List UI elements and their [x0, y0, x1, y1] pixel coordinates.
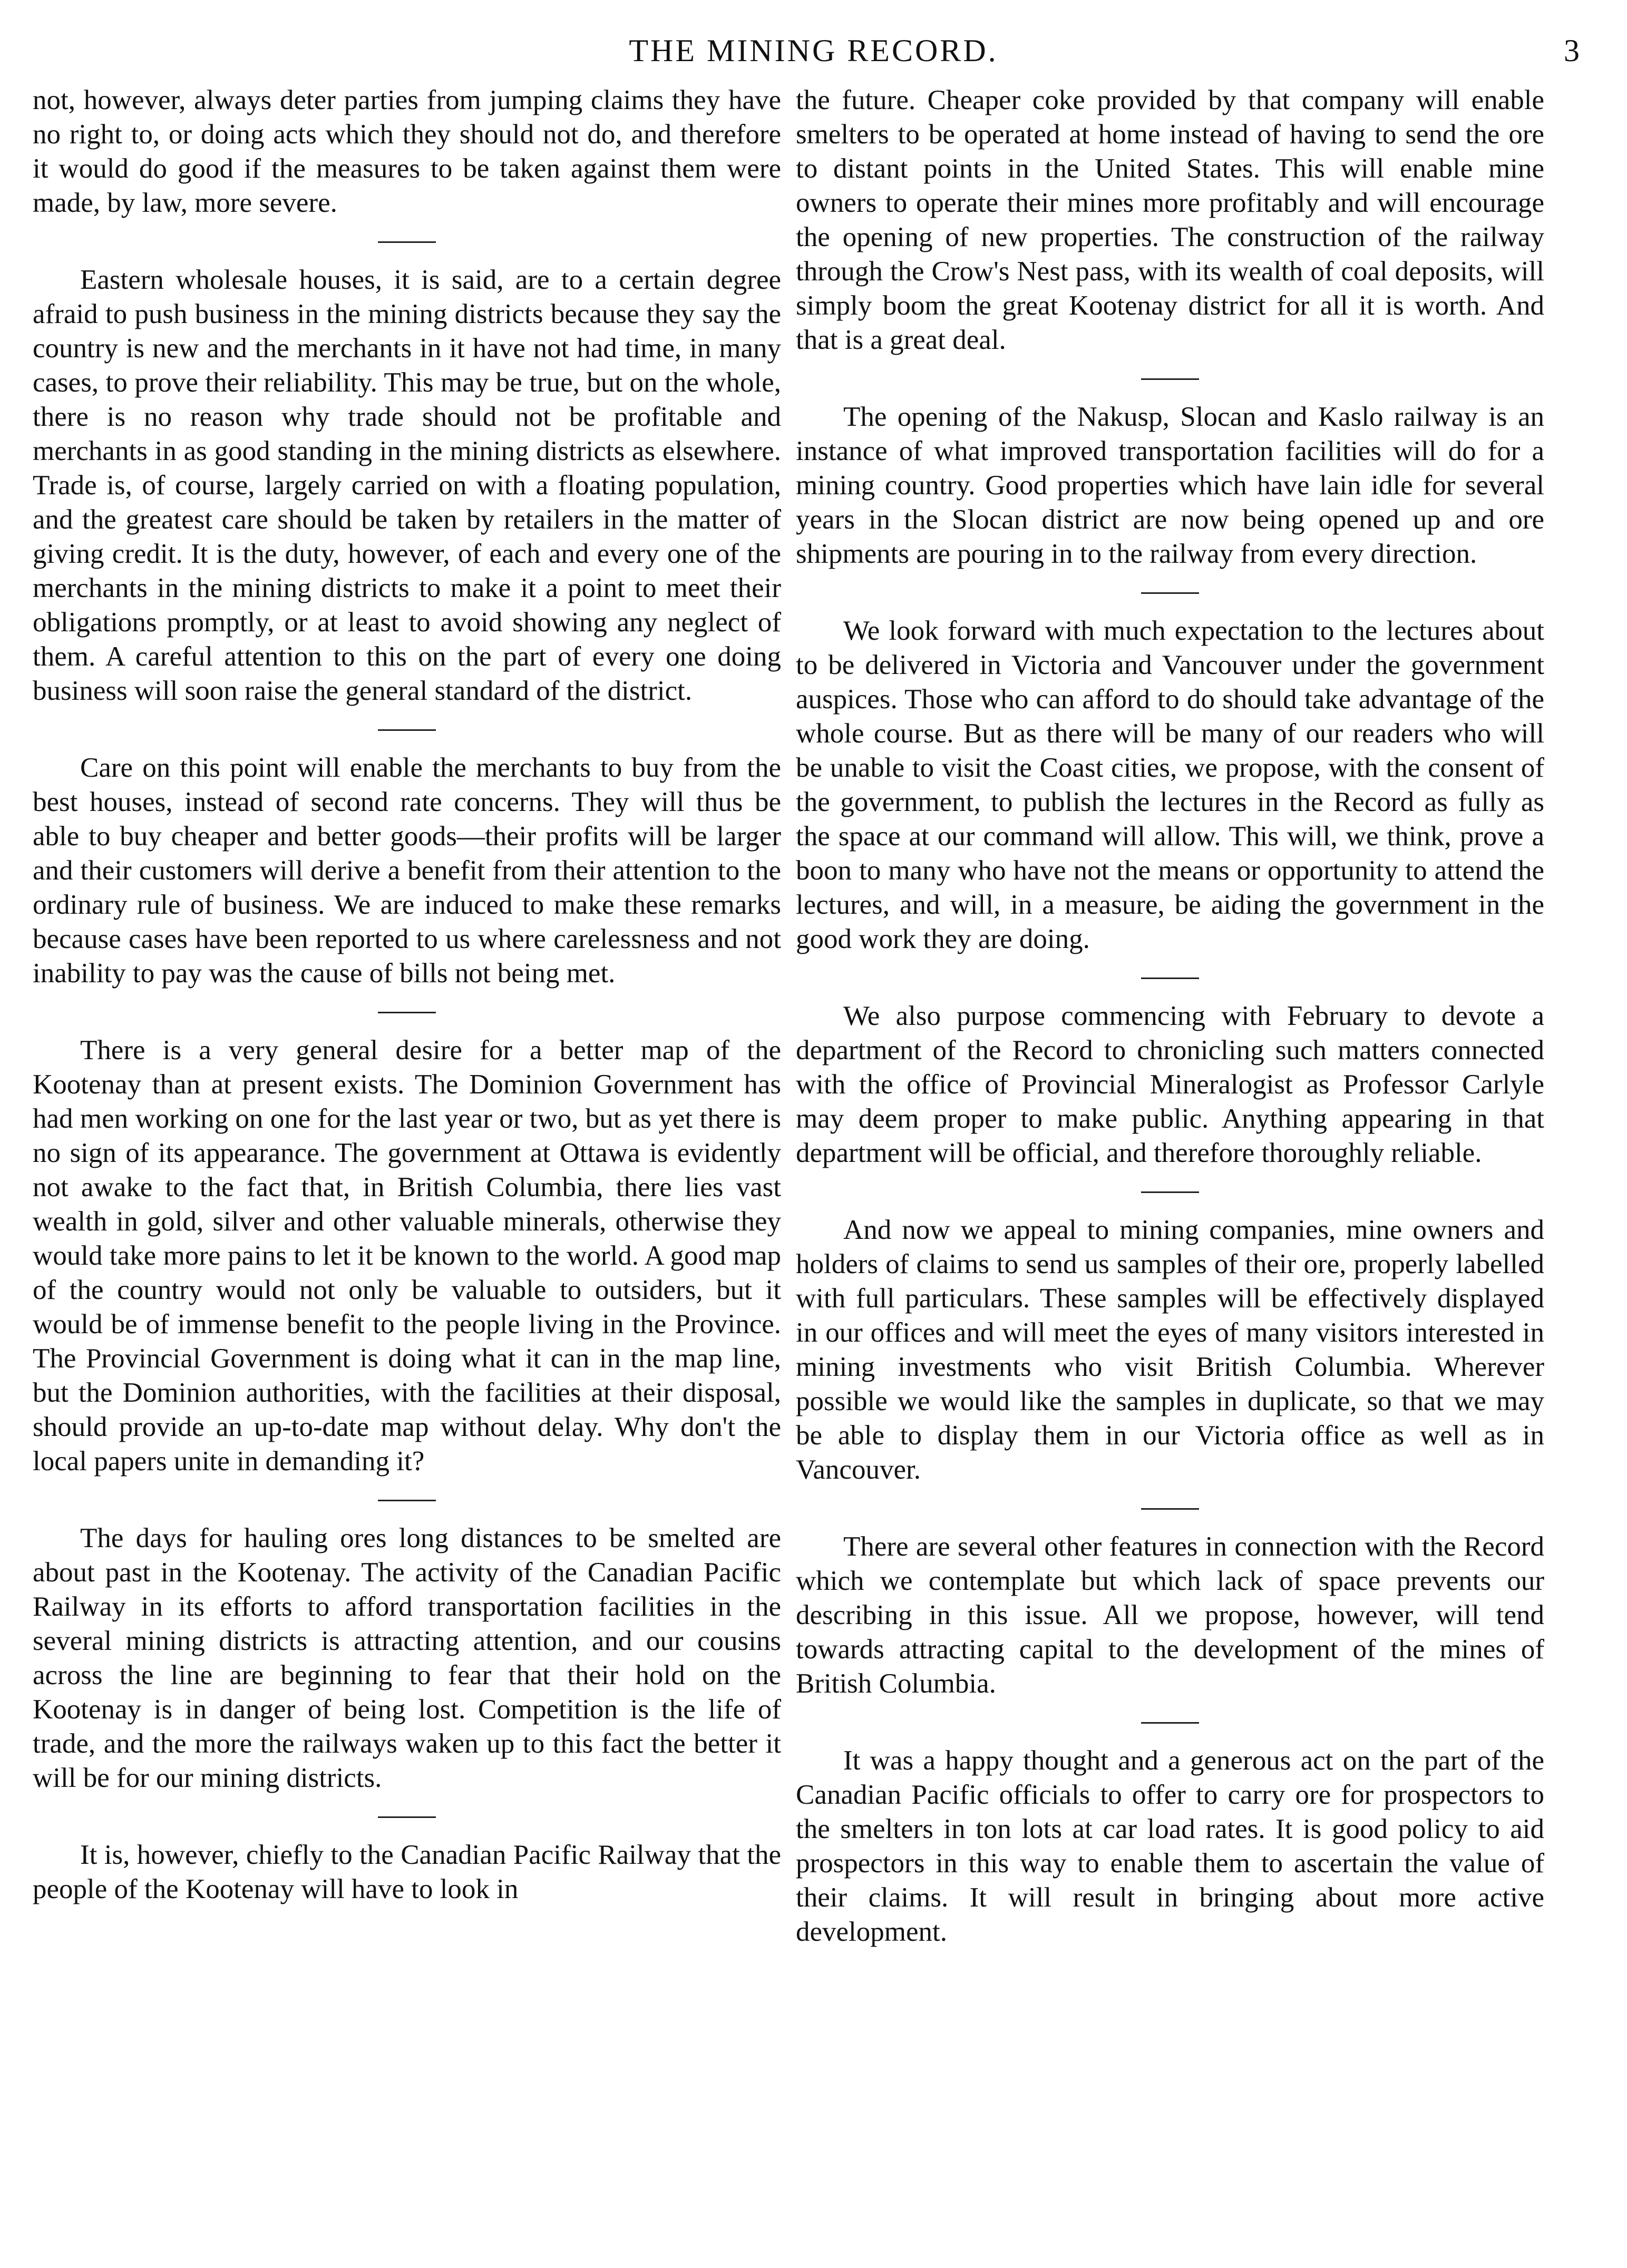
article-paragraph: the future. Cheaper coke provided by that company will enable smelters to be operated at home instead of having to send the ore to distant points in the United States. This will enable mine owners to operate their mines more profitably and will encourage the opening of new properties. The construction of the railway through the Crow's Nest pass, with its wealth of coal deposits, will simply boom the great Kootenay district for all it is worth. And that is a great deal.: [796, 85, 1544, 355]
section-divider: [1141, 1191, 1199, 1193]
article-paragraph: The days for hauling ores long distances to be smelted are about past in the Kootenay. The activity of the Canadian Pacific Railway in its efforts to afford transportation facilities in the several mining districts is attracting attention, and our cousins across the line are beginning to fear that their hold on the Kootenay is in danger of being lost. Competition is the life of trade, and the more the railways waken up to this fact the better it will be for our mining districts.: [33, 1523, 781, 1793]
journal-title: THE MINING RECORD.: [629, 33, 998, 68]
article-paragraph: We also purpose commencing with February to devote a department of the Record to chronicling such matters connected with the office of Provincial Mineralogist as Professor Carlyle may deem proper to make public. Anything appearing in that department will be official, and therefore thoroughly reliable.: [796, 1001, 1544, 1168]
article-paragraph: We look forward with much expectation to the lectures about to be delivered in Victoria and Vancouver under the government auspices. Those who can afford to do should take advantage of the whole course. But as there will be many of our readers who will be unable to visit the Coast cities, we propose, with the consent of the government, to publish the lectures in the Record as fully as the space at our command will allow. This will, we think, prove a boon to many who have not the means or opportunity to attend the lectures, and will, in a measure, be aiding the government in the good work they are doing.: [796, 615, 1544, 954]
article-paragraph: Care on this point will enable the merchants to buy from the best houses, instead of second rate concerns. They will thus be able to buy cheaper and better goods—their profits will be larger and their customers will derive a benefit from their attention to the ordinary rule of business. We are induced to make these remarks because cases have been reported to us where carelessness and not inability to pay was the cause of bills not being met.: [33, 752, 781, 989]
section-divider: [378, 1012, 436, 1013]
article-paragraph: There is a very general desire for a better map of the Kootenay than at present exists. The Dominion Government has had men working on one for the last year or two, but as yet there is no sign of its appearance. The government at Ottawa is evidently not awake to the fact that, in British Columbia, there lies vast wealth in gold, silver and other valuable minerals, otherwise they would take more pains to let it be known to the world. A good map of the country would not only be valuable to outsiders, but it would be of immense benefit to the people living in the Province. The Provincial Government is doing what it can in the map line, but the Dominion authorities, with the facilities at their disposal, should provide an up-to-date map without delay. Why don't the local papers unite in demanding it?: [33, 1035, 781, 1477]
article-paragraph: The opening of the Nakusp, Slocan and Kaslo railway is an instance of what improved transportation facilities will do for a mining country. Good properties which have lain idle for several years in the Slocan district are now being opened up and ore shipments are pouring in to the railway from every direction.: [796, 402, 1544, 569]
right-column: [796, 83, 1544, 1949]
page-number: 3: [1564, 33, 1580, 68]
section-divider: [378, 1816, 436, 1818]
running-header: [32, 33, 1595, 75]
article-paragraph: Eastern wholesale houses, it is said, are to a certain degree afraid to push business in the mining districts because they say the country is new and the merchants in it have not had time, in many cases, to prove their reliability. This may be true, but on the whole, there is no reason why trade should not be profitable and merchants in as good standing in the mining districts as elsewhere. Trade is, of course, largely carried on with a floating population, and the greatest care should be taken by retailers in the matter of giving credit. It is the duty, however, of each and every one of the merchants in the mining districts to make it a point to meet their obligations promptly, or at least to avoid showing any neglect of them. A careful attention to this on the part of every one doing business will soon raise the general standard of the district.: [33, 265, 781, 706]
article-paragraph: And now we appeal to mining companies, mine owners and holders of claims to send us samples of their ore, properly labelled with full particulars. These samples will be effectively displayed in our offices and will meet the eyes of many visitors interested in mining investments who visit British Columbia. Wherever possible we would like the samples in duplicate, so that we may be able to display them in our Victoria office as well as in Vancouver.: [796, 1215, 1544, 1485]
article-paragraph: There are several other features in connection with the Record which we contemplate but which lack of space prevents our describing in this issue. All we propose, however, will tend towards attracting capital to the development of the mines of British Columbia.: [796, 1531, 1544, 1699]
left-column: [33, 83, 781, 1907]
section-divider: [378, 241, 436, 243]
section-divider: [378, 1500, 436, 1501]
article-paragraph: It is, however, chiefly to the Canadian Pacific Railway that the people of the Kootenay will have to look in: [33, 1840, 781, 1904]
section-divider: [1141, 977, 1199, 979]
section-divider: [378, 729, 436, 731]
section-divider: [1141, 592, 1199, 594]
section-divider: [1141, 1508, 1199, 1510]
section-divider: [1141, 378, 1199, 380]
article-paragraph: It was a happy thought and a generous act on the part of the Canadian Pacific officials to offer to carry ore for prospectors to the smelters in ton lots at car load rates. It is good policy to aid prospectors in this way to enable them to ascertain the value of their claims. It will result in bringing about more active development.: [796, 1745, 1544, 1947]
section-divider: [1141, 1722, 1199, 1724]
article-paragraph: not, however, always deter parties from jumping claims they have no right to, or doing acts which they should not do, and therefore it would do good if the measures to be taken against them were made, by law, more severe.: [33, 85, 781, 218]
